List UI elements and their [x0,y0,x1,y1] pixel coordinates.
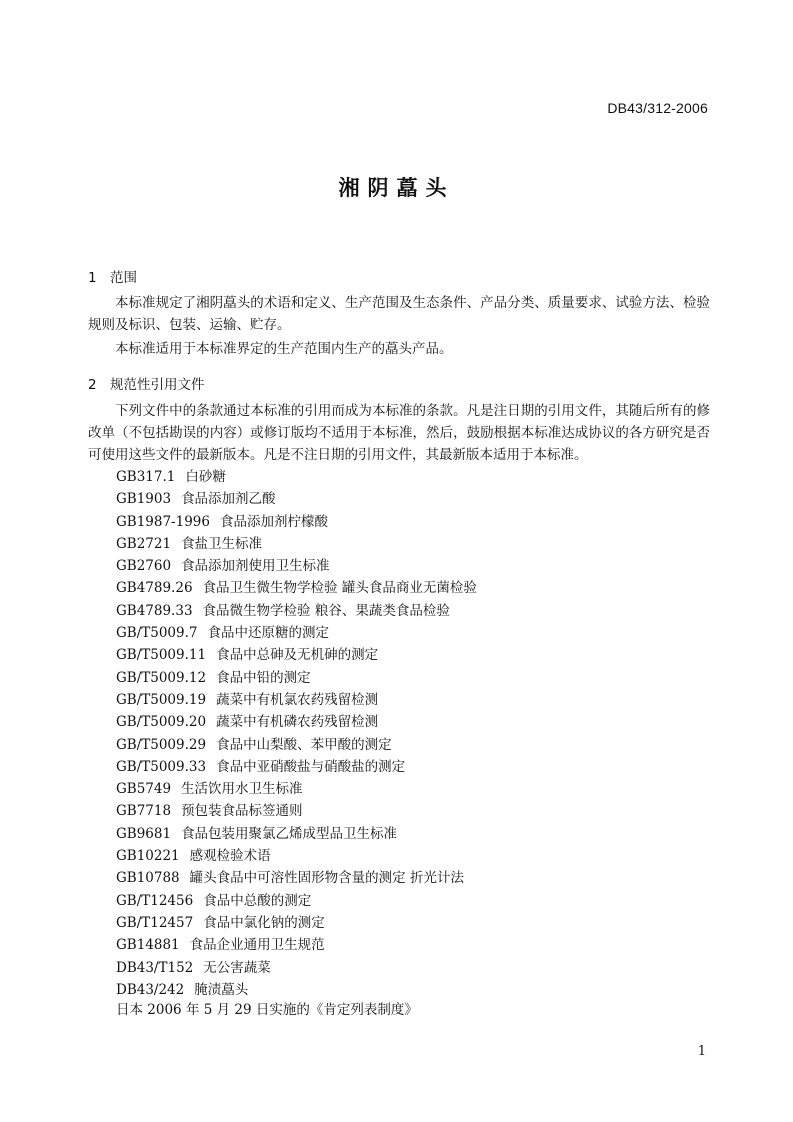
reference-title: 预包装食品标签通则 [181,803,303,820]
reference-item [116,689,477,711]
reference-item [116,957,477,979]
reference-title: 蔬菜中有机磷农药残留检测 [216,714,379,731]
reference-title: 食品包装用聚氯乙烯成型品卫生标准 [181,825,398,842]
reference-code: GB/T5009.12 [116,669,207,686]
reference-item [116,823,477,845]
reference-title: 食品微生物学检验 粮谷、果蔬类食品检验 [202,602,450,619]
reference-title: 蔬菜中有机氯农药残留检测 [216,691,379,708]
reference-title: 感观检验术语 [189,848,271,865]
reference-code: GB1903 [116,491,172,508]
final-reference: 日本 2006 年 5 月 29 日实施的《肯定列表制度》 [116,1002,418,1018]
reference-item [116,488,477,510]
reference-code: GB14881 [116,937,180,954]
reference-title: 生活饮用水卫生标准 [181,781,303,798]
reference-title: 食品中山梨酸、苯甲酸的测定 [216,736,392,753]
reference-title: 食品添加剂使用卫生标准 [181,558,330,575]
section-number: 1 [88,270,97,286]
reference-code: GB2721 [116,535,172,552]
reference-item [116,912,477,934]
reference-code: GB/T5009.29 [116,736,207,753]
reference-title: 白砂糖 [185,469,226,485]
reference-code: GB9681 [116,825,172,842]
reference-title: 腌渍藠头 [194,981,249,998]
reference-title: 食品中氯化钠的测定 [203,914,325,931]
section-title: 规范性引用文件 [110,377,205,393]
reference-code: GB/T5009.19 [116,691,207,708]
reference-item [116,845,477,867]
reference-title: 食品卫生微生物学检验 罐头食品商业无菌检验 [202,580,477,597]
reference-code: GB/T12457 [116,914,194,931]
reference-code: GB2760 [116,558,172,575]
reference-item [116,867,477,889]
reference-item [116,890,477,912]
reference-code: GB317.1 [116,469,176,485]
reference-title: 食品中总酸的测定 [203,892,312,909]
section-heading-normative-references [88,373,205,393]
document-title: 湘阴藠头 [338,176,455,200]
reference-code: GB4789.26 [116,580,193,597]
reference-item [116,667,477,689]
section-title: 范围 [110,270,137,286]
reference-code: GB1987-1996 [116,513,210,530]
reference-code: GB10221 [116,848,180,865]
section-heading-scope [88,266,137,286]
references-intro-paragraph: 下列文件中的条款通过本标准的引用而成为本标准的条款。凡是注日期的引用文件，其随后所有的修改单（不包括勘误的内容）或修订版均不适用于本标准，然后，鼓励根据本标准达成协议的各方研究是否可使用这些文件的最新版本。凡是不注日期的引用文件，其最新版本适用于本标准。 [88,403,710,463]
reference-code: GB/T12456 [116,892,194,909]
page-number: 1 [697,1044,706,1059]
reference-item [116,734,477,756]
reference-item [116,778,477,800]
reference-title: 食品中铅的测定 [216,669,311,686]
reference-code: DB43/T152 [116,959,194,976]
scope-paragraph-2: 本标准适用于本标准界定的生产范围内生产的藠头产品。 [115,341,453,357]
reference-code: GB10788 [116,870,180,887]
reference-item [116,756,477,778]
reference-title: 食品企业通用卫生规范 [189,937,325,954]
reference-item [116,577,477,599]
reference-item [116,644,477,666]
reference-title: 罐头食品中可溶性固形物含量的测定 折光计法 [189,870,464,887]
reference-title: 食盐卫生标准 [181,535,263,552]
reference-item [116,466,477,488]
reference-item [116,600,477,622]
reference-item [116,711,477,733]
reference-item [116,934,477,956]
reference-code: GB/T5009.33 [116,758,207,775]
document-code: DB43/312-2006 [607,100,708,116]
reference-item [116,622,477,644]
reference-item [116,511,477,533]
reference-code: GB/T5009.11 [116,647,207,664]
reference-list [116,466,477,1001]
reference-code: GB7718 [116,803,172,820]
reference-title: 食品中亚硝酸盐与硝酸盐的测定 [216,758,406,775]
reference-code: GB4789.33 [116,602,193,619]
scope-paragraph-1: 本标准规定了湘阴藠头的术语和定义、生产范围及生态条件、产品分类、质量要求、试验方法、检验规则及标识、包装、运输、贮存。 [88,295,710,333]
reference-code: DB43/242 [116,981,185,998]
reference-title: 食品添加剂柠檬酸 [219,513,328,530]
reference-code: GB/T5009.20 [116,714,207,731]
reference-title: 食品添加剂乙酸 [181,491,276,508]
reference-title: 食品中还原糖的测定 [207,625,329,642]
reference-item [116,800,477,822]
reference-item [116,555,477,577]
reference-code: GB/T5009.7 [116,625,198,642]
reference-code: GB5749 [116,781,172,798]
reference-item [116,533,477,555]
reference-title: 无公害蔬菜 [203,959,271,976]
section-number: 2 [88,377,97,393]
reference-title: 食品中总砷及无机砷的测定 [216,647,379,664]
